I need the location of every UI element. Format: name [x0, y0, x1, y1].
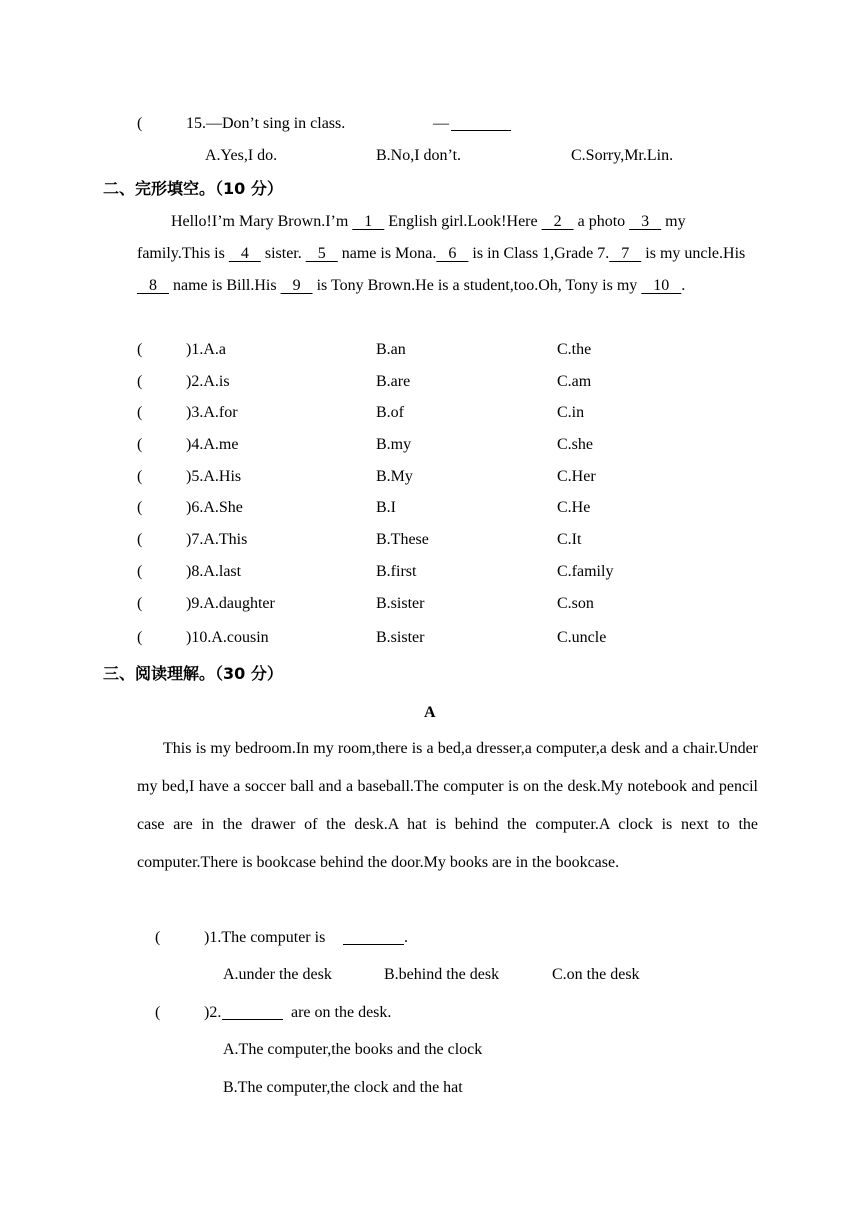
option-b: B.an: [376, 341, 406, 358]
option-b: B.first: [376, 563, 417, 580]
question-number-option-a: )3.A.for: [186, 404, 238, 421]
cloze-text: name is Mona.: [337, 245, 437, 262]
cloze-blank-5: 5: [305, 245, 338, 262]
option-c: C.the: [557, 341, 592, 358]
question-number-option-a: )6.A.She: [186, 499, 243, 516]
cloze-text: my family.This is: [137, 213, 686, 262]
question-15-dash: —: [433, 115, 449, 132]
option-b: B.are: [376, 373, 411, 390]
option-c: C.He: [557, 499, 591, 516]
reading-passage-text: This is my bedroom.In my room,there is a bed,a dresser,a computer,a desk and a chair.Under my bed,I have a soccer ball and a baseball.The computer is on the desk.My notebook and pencil case are in the drawer of the desk.A hat is behind the computer.A clock is next to the computer.There is bookcase behind the door.My books are in the bookcase.: [137, 740, 758, 871]
answer-paren-open: (: [137, 404, 143, 421]
option-b: B.sister: [376, 595, 425, 612]
answer-blank: [451, 116, 511, 131]
cloze-text: .: [681, 277, 686, 294]
option-a: A.Yes,I do.: [205, 147, 278, 164]
option-c: C.in: [557, 404, 585, 421]
cloze-blank-8: 8: [137, 277, 169, 294]
cloze-blank-9: 9: [280, 277, 313, 294]
cloze-text: a photo: [573, 213, 630, 230]
option-a: A.under the desk: [223, 966, 332, 983]
answer-paren-open: (: [137, 468, 143, 485]
option-c: C.Her: [557, 468, 596, 485]
cloze-blank-2: 2: [541, 213, 574, 230]
reading-passage: [137, 730, 758, 882]
question-number-option-a: )5.A.His: [186, 468, 242, 485]
answer-paren-open: (: [155, 1004, 161, 1021]
option-b: B.I: [376, 499, 396, 516]
option-c: C.uncle: [557, 629, 607, 646]
question-15-stem: 15.—Don’t sing in class.: [186, 115, 346, 132]
section-3-heading: 三、阅读理解。（30 分）: [103, 664, 283, 683]
option-b: B.sister: [376, 629, 425, 646]
option-b: B.The computer,the clock and the hat: [223, 1079, 463, 1096]
cloze-blank-10: 10: [641, 277, 682, 294]
answer-paren-open: (: [137, 373, 143, 390]
answer-paren-open: (: [137, 563, 143, 580]
question-number-option-a: )1.A.a: [186, 341, 226, 358]
option-c: C.It: [557, 531, 582, 548]
answer-paren-open: (: [137, 531, 143, 548]
question-number-option-a: )4.A.me: [186, 436, 239, 453]
option-b: B.These: [376, 531, 429, 548]
cloze-blank-3: 3: [629, 213, 662, 230]
answer-paren-open: (: [155, 929, 161, 946]
answer-paren-open: (: [137, 436, 143, 453]
option-b: B.My: [376, 468, 413, 485]
answer-paren-open: (: [137, 341, 143, 358]
question-number-option-a: )10.A.cousin: [186, 629, 269, 646]
cloze-text: sister.: [260, 245, 306, 262]
cloze-blank-6: 6: [436, 245, 469, 262]
cloze-passage: [137, 206, 758, 302]
reading-question-2-stem-after: are on the desk.: [291, 1004, 392, 1021]
answer-paren-open: (: [137, 629, 143, 646]
cloze-blank-4: 4: [228, 245, 261, 262]
option-c: C.Sorry,Mr.Lin.: [571, 147, 674, 164]
question-number-option-a: )7.A.This: [186, 531, 248, 548]
answer-paren-open: (: [137, 499, 143, 516]
section-2-heading: 二、完形填空。（10 分）: [103, 179, 283, 198]
cloze-text: is my uncle.His: [641, 245, 746, 262]
question-number-option-a: )8.A.last: [186, 563, 242, 580]
cloze-text: is Tony Brown.He is a student,too.Oh, Tony is my: [312, 277, 642, 294]
option-b: B.behind the desk: [384, 966, 500, 983]
option-a: A.The computer,the books and the clock: [223, 1041, 483, 1058]
cloze-blank-7: 7: [609, 245, 642, 262]
option-c: C.son: [557, 595, 594, 612]
answer-blank: [343, 930, 404, 945]
passage-title: A: [424, 704, 436, 721]
option-b: B.of: [376, 404, 404, 421]
stem-period: .: [404, 929, 408, 946]
cloze-text: English girl.Look!Here: [384, 213, 542, 230]
cloze-blank-1: 1: [352, 213, 385, 230]
option-b: B.my: [376, 436, 412, 453]
option-b: B.No,I don’t.: [376, 147, 462, 164]
answer-blank: [222, 1005, 283, 1020]
reading-question-2-stem: )2.: [204, 1004, 222, 1021]
cloze-text: is in Class 1,Grade 7.: [468, 245, 610, 262]
question-number-option-a: )9.A.daughter: [186, 595, 275, 612]
cloze-text: name is Bill.His: [169, 277, 281, 294]
option-c: C.she: [557, 436, 593, 453]
answer-paren-open: (: [137, 115, 143, 132]
option-c: C.am: [557, 373, 592, 390]
option-c: C.on the desk: [552, 966, 640, 983]
question-number-option-a: )2.A.is: [186, 373, 230, 390]
answer-paren-open: (: [137, 595, 143, 612]
option-c: C.family: [557, 563, 614, 580]
cloze-text: Hello!I’m Mary Brown.I’m: [171, 213, 353, 230]
reading-question-1-stem: )1.The computer is: [204, 929, 326, 946]
